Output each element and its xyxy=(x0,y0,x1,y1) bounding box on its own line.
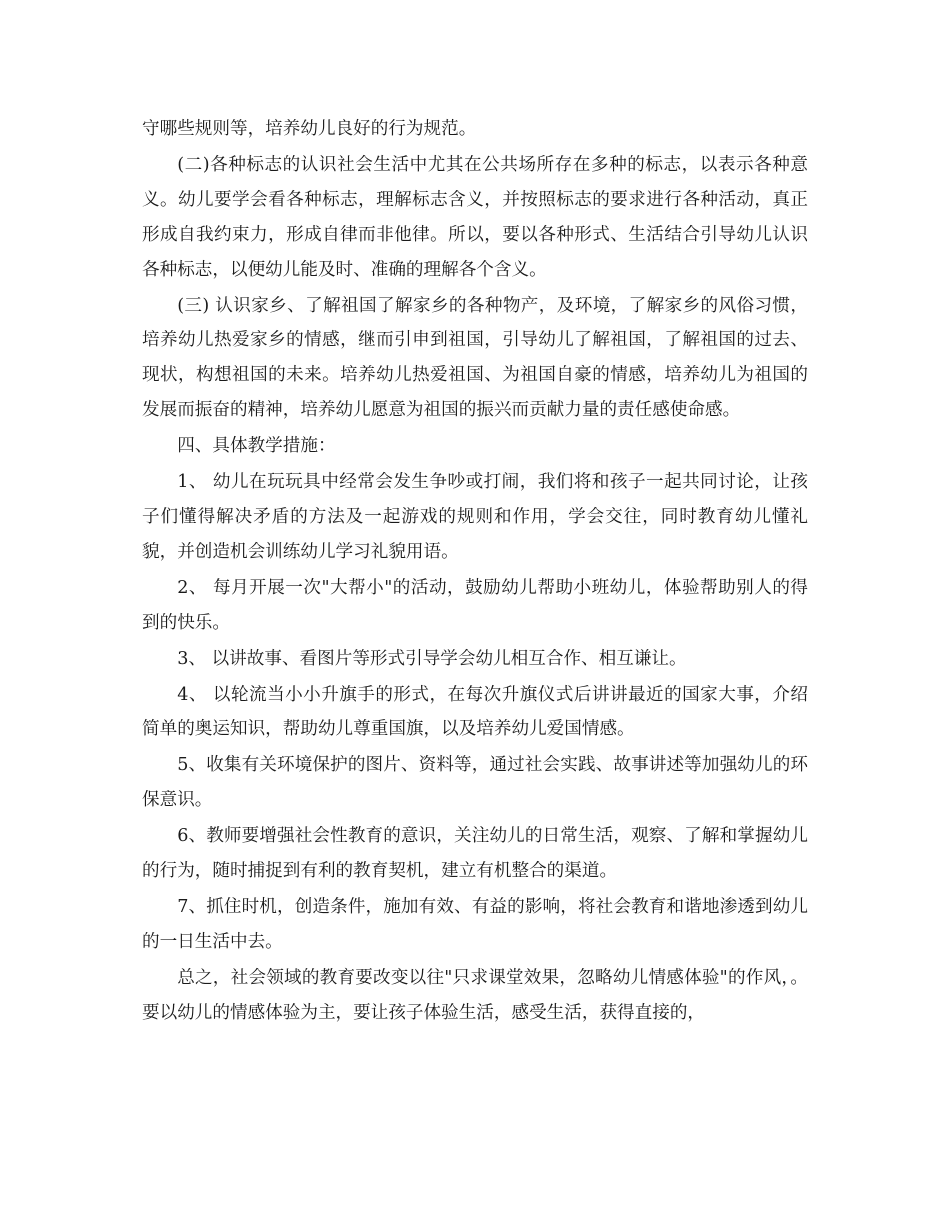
list-item-6: 6、教师要增强社会性教育的意识，关注幼儿的日常生活，观察、了解和掌握幼儿的行为，随时捕捉到有利的教育契机，建立有机整合的渠道。 xyxy=(142,826,808,882)
paragraph-summary: 总之，社会领域的教育要改变以往"只求课堂效果，忽略幼儿情感体验"的作风，。要以幼儿的情感体验为主，要让孩子体验生活，感受生活，获得直接的， xyxy=(142,967,808,1023)
list-item-5: 5、收集有关环境保护的图片、资料等，通过社会实践、故事讲述等加强幼儿的环保意识。 xyxy=(142,755,808,811)
paragraph-signs: (二)各种标志的认识社会生活中尤其在公共场所存在多种的标志，以表示各种意义。幼儿要学会看各种标志，理解标志含义，并按照标志的要求进行各种活动，真正形成自我约束力，形成自律而非他律。所以，要以各种形式、生活结合引导幼儿认识各种标志，以便幼儿能及时、准确的理解各个含义。 xyxy=(142,154,808,280)
list-item-4: 4、 以轮流当小小升旗手的形式，在每次升旗仪式后讲讲最近的国家大事，介绍简单的奥运知识，帮助幼儿尊重国旗，以及培养幼儿爱国情感。 xyxy=(142,684,808,740)
list-item-3: 3、 以讲故事、看图片等形式引导学会幼儿相互合作、相互谦让。 xyxy=(177,648,687,669)
list-item-7: 7、抓住时机，创造条件，施加有效、有益的影响，将社会教育和谐地渗透到幼儿的一日生活中去。 xyxy=(142,896,808,952)
document-body xyxy=(142,112,808,1032)
paragraph-continuation: 守哪些规则等，培养幼儿良好的行为规范。 xyxy=(142,119,477,139)
list-item-1: 1、 幼儿在玩玩具中经常会发生争吵或打闹，我们将和孩子一起共同讨论，让孩子们懂得解决矛盾的方法及一起游戏的规则和作用，学会交往，同时教育幼儿懂礼貌，并创造机会训练幼儿学习礼貌用语。 xyxy=(142,472,808,562)
section-heading-measures: 四、具体教学措施： xyxy=(177,436,336,457)
paragraph-hometown: (三) 认识家乡、了解祖国了解家乡的各种物产，及环境，了解家乡的风俗习惯，培养幼儿热爱家乡的情感，继而引申到祖国，引导幼儿了解祖国，了解祖国的过去、现状，构想祖国的未来。培养幼儿热爱祖国、为祖国自豪的情感，培养幼儿为祖国的发展而振奋的精神，培养幼儿愿意为祖国的振兴而贡献力量的责任感使命感。 xyxy=(142,295,808,421)
list-item-2: 2、 每月开展一次"大帮小"的活动，鼓励幼儿帮助小班幼儿，体验帮助别人的得到的快乐。 xyxy=(142,577,808,633)
